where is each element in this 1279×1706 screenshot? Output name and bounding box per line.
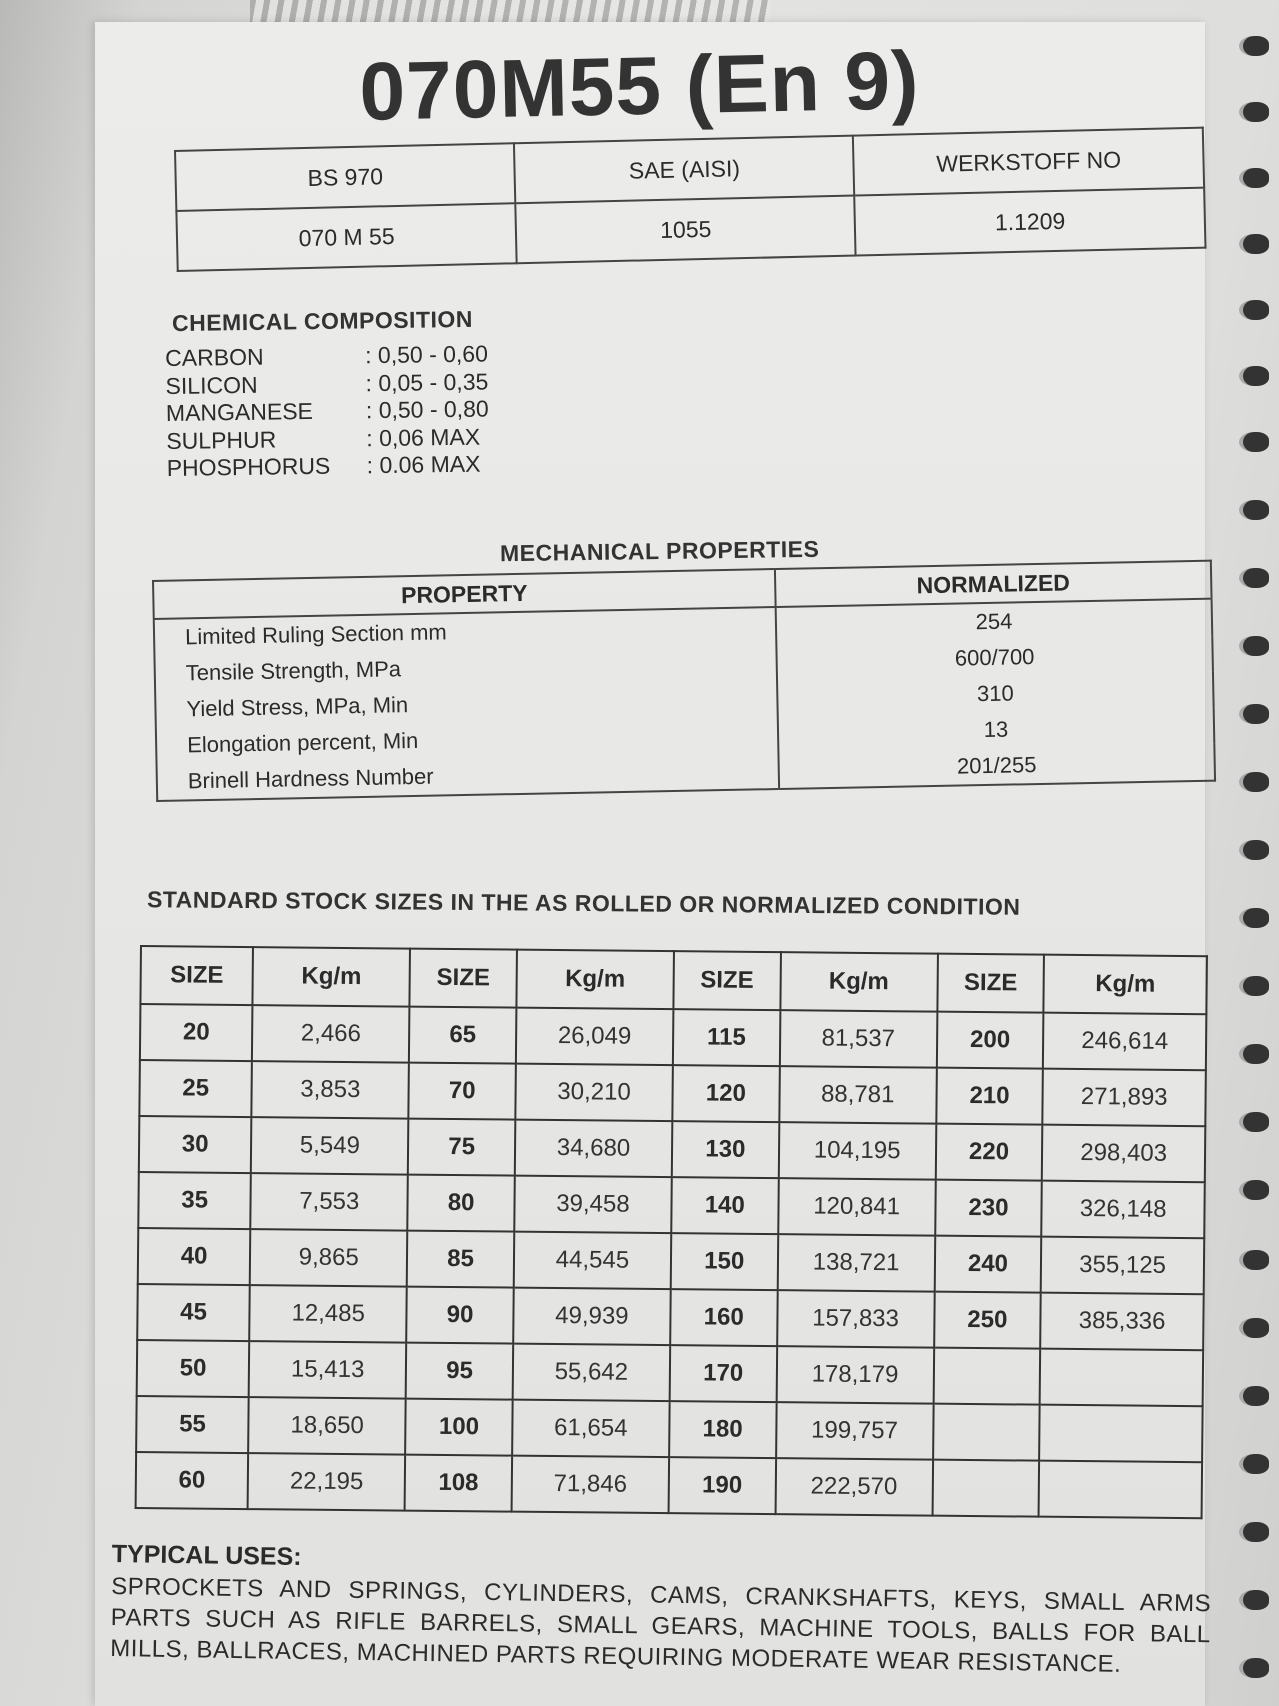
- size-cell: 230: [935, 1180, 1042, 1237]
- designation-value: 070 M 55: [176, 203, 517, 271]
- size-cell: 180: [669, 1401, 776, 1458]
- chemical-heading: CHEMICAL COMPOSITION: [171, 305, 474, 337]
- size-cell: [933, 1404, 1040, 1461]
- size-cell: 20: [140, 1004, 253, 1061]
- binding-ring: [1239, 500, 1269, 520]
- size-cell: 50: [137, 1340, 250, 1397]
- kg-per-m-cell: 104,195: [778, 1122, 936, 1180]
- binding-ring: [1239, 568, 1269, 588]
- size-cell: 130: [672, 1121, 779, 1178]
- element-name: SILICON: [165, 371, 258, 399]
- spiral-binding: [1219, 0, 1279, 1706]
- normalized-column-header: NORMALIZED: [775, 561, 1212, 607]
- kg-per-m-cell: 355,125: [1041, 1237, 1204, 1295]
- binding-ring: [1239, 234, 1269, 254]
- designation-table: [174, 127, 1207, 272]
- size-cell: 75: [408, 1119, 515, 1176]
- size-cell: 160: [670, 1289, 777, 1346]
- kg-per-m-cell: 44,545: [514, 1232, 672, 1290]
- size-cell: 140: [671, 1177, 778, 1234]
- size-cell: 85: [407, 1231, 514, 1288]
- table-row: [137, 1284, 1203, 1350]
- property-name: Elongation percent, Min: [156, 716, 779, 764]
- typical-uses: [110, 1540, 1212, 1681]
- stock-sizes-table: [135, 945, 1208, 1519]
- size-column-header: SIZE: [140, 946, 253, 1005]
- size-cell: 108: [405, 1455, 512, 1512]
- kg-per-m-cell: [1040, 1349, 1203, 1407]
- size-cell: 80: [408, 1175, 515, 1232]
- kg-per-m-cell: 246,614: [1043, 1013, 1206, 1071]
- table-row: [136, 1452, 1202, 1518]
- element-value: : 0,06 MAX: [366, 423, 481, 451]
- kg-per-m-cell: 55,642: [513, 1344, 671, 1402]
- property-name: Yield Stress, MPa, Min: [155, 680, 778, 728]
- designation-header: WERKSTOFF NO: [853, 128, 1204, 196]
- binding-ring: [1239, 1590, 1269, 1610]
- designation-header: BS 970: [175, 143, 516, 211]
- property-name: Limited Ruling Section mm: [154, 607, 777, 656]
- binding-ring: [1239, 772, 1269, 792]
- element-name: SULPHUR: [166, 425, 277, 454]
- size-cell: 95: [406, 1343, 513, 1400]
- element-value: : 0.06 MAX: [366, 450, 481, 479]
- uses-heading: TYPICAL USES:: [111, 1540, 302, 1571]
- size-cell: 30: [139, 1116, 252, 1173]
- binding-ring: [1239, 1112, 1269, 1132]
- binding-ring: [1239, 636, 1269, 656]
- binding-ring: [1239, 300, 1269, 320]
- size-cell: 70: [409, 1063, 516, 1120]
- size-cell: 200: [937, 1012, 1044, 1069]
- property-column-header: PROPERTY: [153, 569, 776, 619]
- kg-per-m-cell: 22,195: [248, 1453, 406, 1511]
- stock-header-row: [140, 946, 1207, 1014]
- binding-ring: [1239, 168, 1269, 188]
- size-cell: 90: [406, 1287, 513, 1344]
- table-row: [138, 1172, 1204, 1238]
- size-cell: 240: [934, 1236, 1041, 1293]
- kg-per-m-cell: 120,841: [778, 1178, 936, 1236]
- size-cell: 45: [137, 1284, 250, 1341]
- kg-per-m-cell: 271,893: [1043, 1069, 1206, 1127]
- property-value: 254: [975, 608, 1013, 635]
- kg-per-m-cell: 61,654: [512, 1400, 670, 1458]
- kg-column-header: Kg/m: [516, 950, 674, 1010]
- mechanical-heading: MECHANICAL PROPERTIES: [499, 535, 820, 567]
- size-cell: 120: [672, 1065, 779, 1122]
- page-title: 070M55 (En 9): [358, 35, 921, 138]
- kg-per-m-cell: [1039, 1405, 1202, 1463]
- kg-per-m-cell: 5,549: [251, 1117, 409, 1175]
- kg-per-m-cell: 222,570: [775, 1458, 933, 1516]
- kg-per-m-cell: 178,179: [776, 1346, 934, 1404]
- kg-per-m-cell: 71,846: [511, 1456, 669, 1514]
- size-cell: 190: [669, 1457, 776, 1514]
- element-name: PHOSPHORUS: [166, 452, 331, 481]
- element-name: CARBON: [165, 343, 264, 371]
- table-row: [136, 1396, 1202, 1462]
- kg-per-m-cell: 326,148: [1042, 1181, 1205, 1239]
- kg-per-m-cell: 49,939: [513, 1288, 671, 1346]
- kg-per-m-cell: 7,553: [250, 1173, 408, 1231]
- binding-ring: [1239, 1454, 1269, 1474]
- binding-ring: [1239, 1658, 1269, 1678]
- kg-per-m-cell: 138,721: [777, 1234, 935, 1292]
- chemical-list: [165, 340, 490, 482]
- kg-per-m-cell: 30,210: [515, 1064, 673, 1122]
- property-value: 13: [983, 716, 1009, 743]
- table-row: [139, 1116, 1205, 1182]
- designation-value: 1055: [516, 196, 857, 264]
- size-cell: 35: [138, 1172, 251, 1229]
- binding-ring: [1239, 908, 1269, 928]
- size-cell: 115: [673, 1009, 780, 1066]
- property-value: 310: [976, 680, 1014, 707]
- stock-heading: STANDARD STOCK SIZES IN THE AS ROLLED OR NORMALIZED CONDITION: [146, 886, 1021, 920]
- property-name: Brinell Hardness Number: [157, 752, 780, 801]
- kg-column-header: Kg/m: [780, 952, 938, 1012]
- uses-text: SPROCKETS AND SPRINGS, CYLINDERS, CAMS, CRANKSHAFTS, KEYS, SMALL ARMS PARTS SUCH AS RIFLE BARRELS, SMALL GEARS, MACHINE TOOLS, BALLS FOR BALL MILLS, BALLRACES, MACHINED PARTS REQUIRING MODERATE WEAR RESISTANCE.: [110, 1572, 1212, 1678]
- binding-ring: [1239, 704, 1269, 724]
- size-cell: 150: [671, 1233, 778, 1290]
- binding-ring: [1239, 840, 1269, 860]
- size-cell: 220: [935, 1124, 1042, 1181]
- table-row: [137, 1340, 1203, 1406]
- size-cell: 25: [139, 1060, 252, 1117]
- binding-ring: [1239, 1250, 1269, 1270]
- kg-per-m-cell: 34,680: [515, 1120, 673, 1178]
- kg-column-header: Kg/m: [1044, 955, 1207, 1015]
- property-name: Tensile Strength, MPa: [154, 644, 777, 692]
- kg-per-m-cell: 39,458: [514, 1176, 672, 1234]
- element-value: : 0,50 - 0,60: [364, 340, 489, 369]
- binding-ring: [1239, 1318, 1269, 1338]
- element-name: MANGANESE: [165, 397, 314, 426]
- mechanical-table: [152, 560, 1216, 802]
- designation-value: 1.1209: [855, 188, 1206, 256]
- binding-ring: [1239, 976, 1269, 996]
- property-value: 600/700: [954, 644, 1035, 671]
- size-cell: [933, 1348, 1040, 1405]
- binding-ring: [1239, 432, 1269, 452]
- size-cell: 60: [136, 1452, 249, 1509]
- element-value: : 0,50 - 0,80: [365, 395, 489, 424]
- kg-per-m-cell: 9,865: [250, 1229, 408, 1287]
- designation-header: SAE (AISI): [514, 136, 855, 204]
- kg-per-m-cell: [1039, 1461, 1202, 1519]
- kg-per-m-cell: 2,466: [252, 1005, 410, 1063]
- size-column-header: SIZE: [673, 951, 780, 1010]
- element-value: : 0,05 - 0,35: [365, 367, 489, 396]
- table-row: [138, 1228, 1204, 1294]
- binding-ring: [1239, 1386, 1269, 1406]
- kg-per-m-cell: 157,833: [777, 1290, 935, 1348]
- table-row: [139, 1060, 1205, 1126]
- kg-per-m-cell: 298,403: [1042, 1125, 1205, 1183]
- size-cell: 250: [934, 1292, 1041, 1349]
- size-cell: 210: [936, 1068, 1043, 1125]
- size-cell: 100: [405, 1399, 512, 1456]
- kg-per-m-cell: 88,781: [779, 1066, 937, 1124]
- kg-column-header: Kg/m: [253, 947, 411, 1007]
- binding-ring: [1239, 1044, 1269, 1064]
- property-value: 201/255: [956, 752, 1037, 779]
- kg-per-m-cell: 26,049: [516, 1008, 674, 1066]
- size-column-header: SIZE: [410, 949, 517, 1008]
- size-cell: 65: [409, 1007, 516, 1064]
- stock-table-body: [136, 1004, 1207, 1518]
- size-cell: 55: [136, 1396, 249, 1453]
- size-cell: [932, 1460, 1039, 1517]
- binding-ring: [1239, 366, 1269, 386]
- size-cell: 40: [138, 1228, 251, 1285]
- size-column-header: SIZE: [937, 954, 1044, 1013]
- kg-per-m-cell: 18,650: [248, 1397, 406, 1455]
- kg-per-m-cell: 81,537: [779, 1010, 937, 1068]
- binding-ring: [1239, 1522, 1269, 1542]
- kg-per-m-cell: 199,757: [776, 1402, 934, 1460]
- kg-per-m-cell: 385,336: [1040, 1293, 1203, 1351]
- kg-per-m-cell: 12,485: [249, 1285, 407, 1343]
- binding-ring: [1239, 1180, 1269, 1200]
- kg-per-m-cell: 3,853: [252, 1061, 410, 1119]
- size-cell: 170: [670, 1345, 777, 1402]
- kg-per-m-cell: 15,413: [249, 1341, 407, 1399]
- chemical-item: [167, 450, 490, 482]
- table-row: [140, 1004, 1206, 1070]
